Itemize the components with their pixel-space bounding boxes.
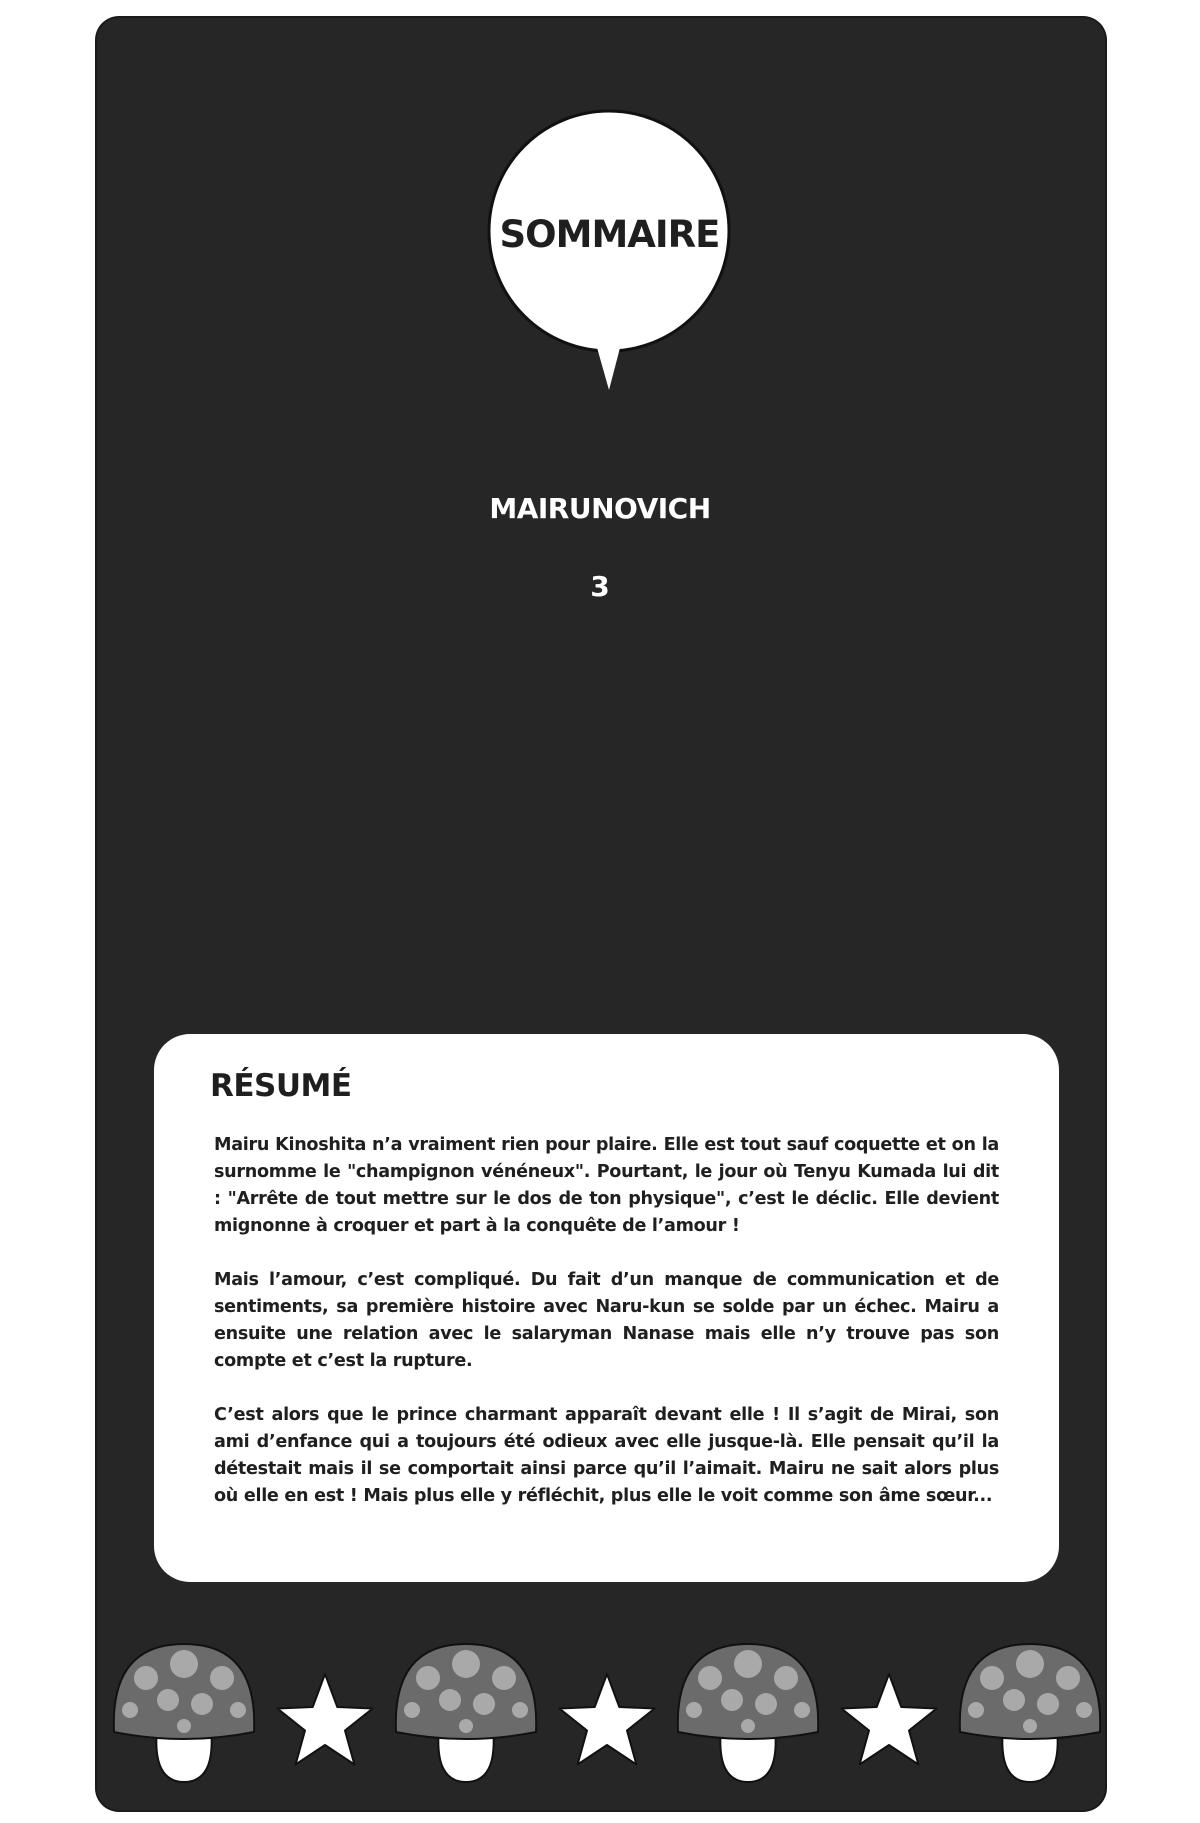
mushroom-icon	[114, 1644, 254, 1782]
resume-paragraph-1: Mairu Kinoshita n’a vraiment rien pour plaire. Elle est tout sauf coquette et on la surnomme le "champignon vénéneux". Pourtant, le jour où Tenyu Kumada lui dit : "Arrête de tout mettre sur le dos de ton physique", c’est le déclic. Elle devient mignonne à croquer et part à la conquête de l’amour !	[214, 1135, 999, 1236]
mushroom-icon	[678, 1644, 818, 1782]
resume-paragraph-3: C’est alors que le prince charmant apparaît devant elle ! Il s’agit de Mirai, son ami d’enfance qui a toujours été odieux avec elle jusque-là. Elle pensait qu’il la détestait mais il se comportait ainsi parce qu’il l’aimait. Mairu ne sait alors plus où elle en est ! Mais plus elle y réfléchit, plus elle le voit comme son âme sœur...	[214, 1405, 999, 1506]
series-title: MAIRUNOVICH	[489, 492, 711, 525]
speech-bubble	[468, 108, 751, 391]
decoration-row	[97, 1640, 1105, 1790]
resume-paragraph-2: Mais l’amour, c’est compliqué. Du fait d’un manque de communication et de sentiments, sa première histoire avec Naru-kun se solde par un échec. Mairu a ensuite une relation avec le salaryman Nanase mais elle n’y trouve pas son compte et c’est la rupture.	[214, 1270, 999, 1371]
decoration-row-svg	[97, 1640, 1105, 1790]
star-icon	[559, 1674, 654, 1765]
resume-heading: RÉSUMÉ	[210, 1068, 352, 1104]
resume-box	[154, 1034, 1059, 1582]
mushroom-icon	[960, 1644, 1100, 1782]
toc-heading: SOMMAIRE	[499, 212, 720, 256]
mushroom-icon	[396, 1644, 536, 1782]
star-icon	[841, 1674, 936, 1765]
star-icon	[277, 1674, 372, 1765]
volume-number: 3	[590, 570, 610, 603]
